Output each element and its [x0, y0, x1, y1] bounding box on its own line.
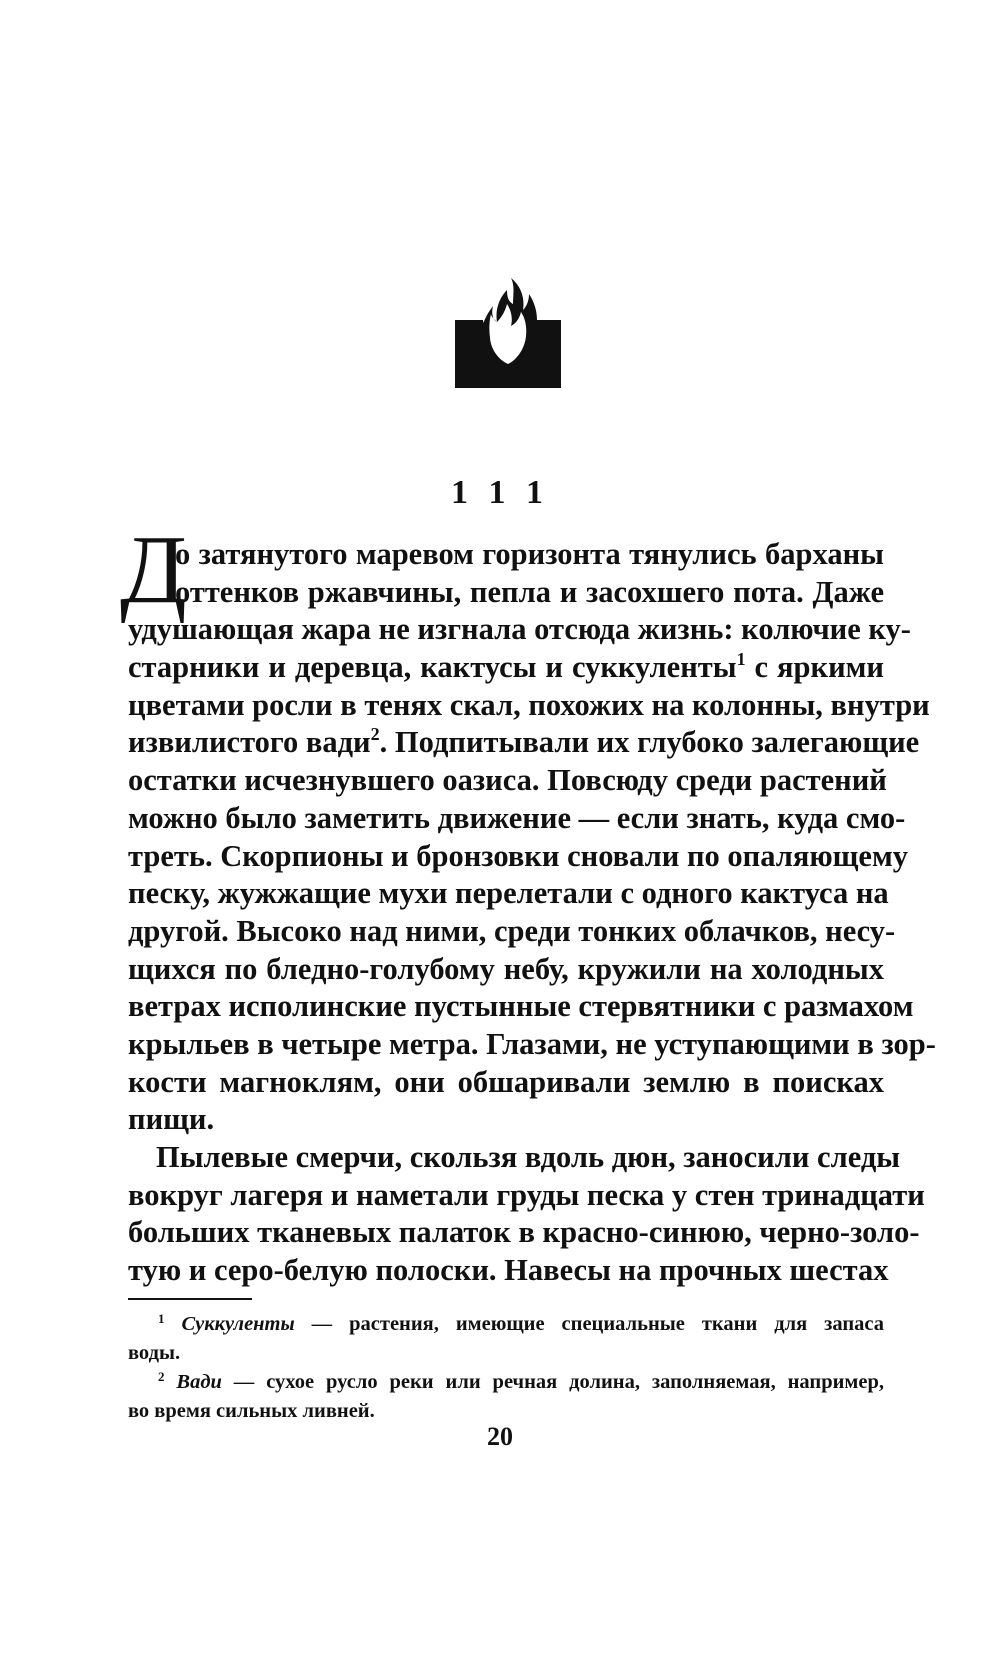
text-line: песку, жужжащие мухи перелетали с одного кактуса на [128, 876, 889, 911]
text-line: другой. Высоко над ними, среди тонких облачков, несу- [128, 913, 896, 948]
text-fragment: . Подпитывали их глубоко залегающие [379, 725, 920, 760]
text-fragment: с яркими [754, 650, 884, 685]
text-line: вокруг лагеря и наметали груды песка у стен тринадцати [128, 1177, 925, 1212]
footnotes [128, 1310, 884, 1426]
footnote-term: Вади [176, 1371, 222, 1393]
chapter-number: 1 1 1 [451, 474, 549, 511]
footnote-term: Суккуленты [181, 1313, 295, 1335]
text-line: о затянутого маревом горизонта тянулись барханы [175, 537, 884, 571]
main-text [120, 516, 936, 1290]
footnote-line [128, 1310, 884, 1339]
text-line: можно было заметить движение — если знать, куда смо- [128, 800, 906, 835]
text-line: кости магноклям, они обшаривали землю в поисках [128, 1064, 884, 1099]
text-line: крыльев в четыре метра. Глазами, не уступающими в зор- [128, 1026, 936, 1061]
text-line: Пылевые смерчи, скользя вдоль дюн, заносили следы [156, 1140, 901, 1174]
footnote-line: во время сильных ливней. [128, 1400, 375, 1422]
footnote-ref: 1 [736, 649, 746, 670]
text-line: оттенков ржавчины, пепла и засохшего пота. Даже [175, 574, 884, 609]
page-number: 20 [487, 1422, 513, 1451]
text-line: удушающая жара не изгнала отсюда жизнь: колючие ку- [128, 612, 911, 647]
text-line: больших тканевых палаток в красно-синюю, черно-золо- [128, 1215, 920, 1250]
footnote-number: 2 [158, 1369, 165, 1384]
text-line: остатки исчезнувшего оазиса. Повсюду среди растений [128, 763, 887, 798]
footnote-number: 1 [158, 1311, 165, 1326]
footnote-line: воды. [128, 1342, 181, 1364]
text-fragment: старники и деревца, кактусы и суккуленты [128, 650, 737, 685]
text-line [128, 649, 884, 687]
footnote-divider [128, 1298, 252, 1300]
footnote-text: — растения, имеющие специальные ткани для запаса [294, 1313, 884, 1335]
text-line: щихся по бледно-голубому небу, кружили на холодных [128, 951, 884, 986]
text-line: ветрах исполинские пустынные стервятники с размахом [128, 989, 914, 1024]
flame-emblem-icon [455, 278, 561, 388]
text-line [128, 724, 920, 762]
text-line: тую и серо-белую полоски. Навесы на прочных шестах [128, 1253, 889, 1288]
text-fragment: извилистого вади [128, 725, 371, 760]
footnote-ref: 2 [370, 724, 380, 745]
footnote-text: — сухое русло реки или речная долина, заполняемая, например, [221, 1371, 884, 1393]
text-line: треть. Скорпионы и бронзовки сновали по опаляющему [128, 838, 908, 873]
footnote-line [128, 1368, 884, 1397]
text-line: цветами росли в тенях скал, похожих на колонны, внутри [128, 687, 930, 722]
text-line: пищи. [128, 1102, 215, 1137]
drop-cap: Д [120, 516, 187, 624]
